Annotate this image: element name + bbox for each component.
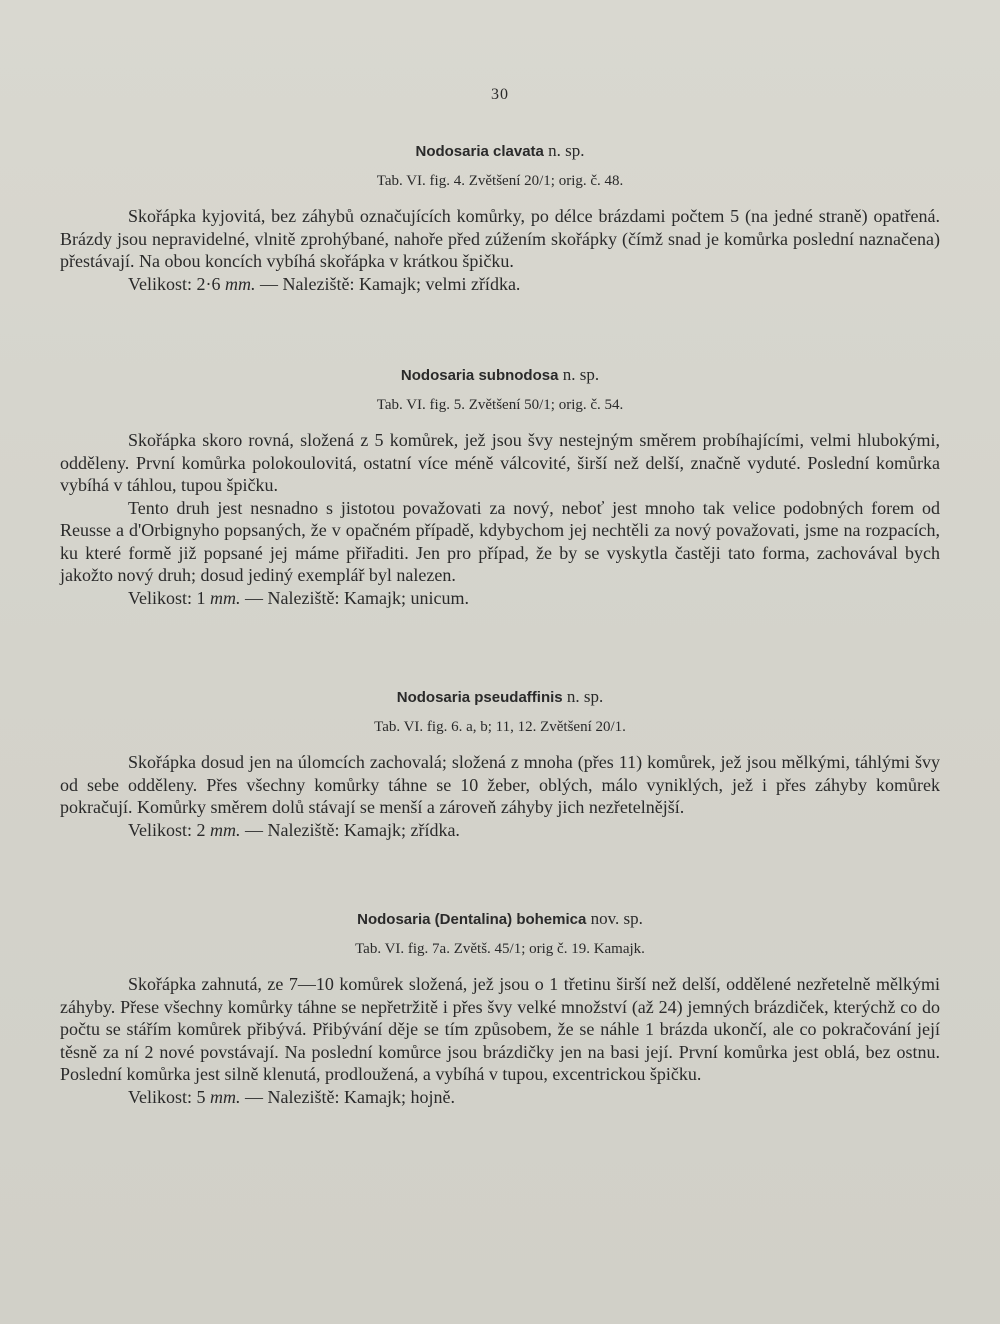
- species-entry: [60, 364, 940, 609]
- description-paragraph: Skořápka dosud jen na úlomcích zachovalá; složená z mnoha (přes 11) komůrek, jež jsou mělkými, táhlými švy od sebe odděleny. Přes všechny komůrky táhne se 10 žeber, oblých, málo vyniklých, jež i přes záhyby komůrek pokračují. Komůrky směrem dolů stávají se menší a zároveň záhyby jich nezřetelnější.: [60, 752, 940, 817]
- description-paragraph: Skořápka zahnutá, ze 7—10 komůrek složená, jež jsou o 1 třetinu širší než delší, oddělené nezřetelně mělkými záhyby. Přese všechny komůrky táhne se nepřetržitě i přes švy velké množství (až 24) jemných brázdiček, kterýchž co do počtu se stářím komůrek přibývá. Přibývání děje se tím způsobem, že se náhle 1 brázda ukončí, ale co pokračování její těsně za ní 2 nové povstávají. Na poslední komůrce jsou brázdičky jen na basi její. První komůrka jest oblá, bez ostnu. Poslední komůrka jest silně klenutá, prodloužená, a vybíhá v tupou, excentrickou špičku.: [60, 974, 940, 1084]
- plate-reference: Tab. VI. fig. 5. Zvětšení 50/1; orig. č. 54.: [376, 397, 624, 413]
- size-value: 1: [196, 587, 206, 608]
- species-suffix: n. sp.: [566, 687, 604, 706]
- size-label: Velikost:: [128, 587, 193, 608]
- locality: — Naleziště: Kamajk; hojně.: [245, 1086, 455, 1107]
- species-name: Nodosaria pseudaffinis: [396, 689, 563, 706]
- size-unit: mm.: [225, 273, 256, 294]
- size-unit: mm.: [210, 819, 241, 840]
- species-description: [60, 751, 940, 841]
- size-locality-line: [60, 273, 940, 296]
- species-entry: [60, 140, 940, 295]
- plate-reference: Tab. VI. fig. 7a. Zvětš. 45/1; orig č. 19. Kamajk.: [355, 941, 645, 957]
- species-name: Nodosaria clavata: [415, 143, 544, 160]
- species-heading: [60, 140, 940, 163]
- species-suffix: n. sp.: [548, 141, 585, 160]
- description-paragraph: Tento druh jest nesnadno s jistotou považovati za nový, neboť jest mnoho tak velice podobných forem od Reusse a d'Orbignyho popsaných, že v opačném případě, kdybychom jej nechtěli za nový považovati, jsme na rozpacích, ku které formě již popsané jej máme přiřaditi. Jen pro případ, že by se vyskytla častěji tato forma, zachovával bych jakožto nový druh; dosud jediný exemplář byl nalezen.: [60, 497, 940, 585]
- size-unit: mm.: [210, 1086, 241, 1107]
- size-locality-line: [60, 587, 940, 610]
- size-value: 5: [196, 1086, 206, 1107]
- species-heading: [60, 686, 940, 709]
- description-paragraph: Skořápka skoro rovná, složená z 5 komůrek, jež jsou švy nestejným směrem probíhajícími, velmi hlubokými, odděleny. První komůrka polokoulovitá, ostatní více méně válcovité, širší než delší, značně vyduté. Poslední komůrka vybíhá v táhlou, tupou špičku.: [60, 430, 940, 495]
- species-suffix: nov. sp.: [590, 909, 643, 928]
- description-paragraph: Skořápka kyjovitá, bez záhybů označujících komůrky, po délce brázdami počtem 5 (na jedné straně) opatřená. Brázdy jsou nepravidelné, vlnitě zprohýbané, nahoře před zúžením skořápky (čímž snad je komůrka poslední naznačena) přestávají. Na obou koncích vybíhá skořápka v krátkou špičku.: [60, 206, 940, 271]
- species-entry: [60, 686, 940, 841]
- size-locality-line: [60, 819, 940, 842]
- species-suffix: n. sp.: [562, 365, 600, 384]
- size-label: Velikost:: [128, 819, 193, 840]
- species-heading: [60, 364, 940, 387]
- size-value: 2: [196, 819, 206, 840]
- species-name: Nodosaria subnodosa: [400, 367, 559, 384]
- size-value: 2·6: [196, 273, 221, 294]
- size-label: Velikost:: [128, 273, 193, 294]
- species-heading: [60, 908, 940, 931]
- species-name: Nodosaria (Dentalina) bohemica: [357, 911, 587, 928]
- species-description: [60, 205, 940, 295]
- page-number: 30: [491, 86, 509, 103]
- species-entry: [60, 908, 940, 1108]
- locality: — Naleziště: Kamajk; zřídka.: [245, 819, 460, 840]
- size-unit: mm.: [210, 587, 241, 608]
- species-description: [60, 973, 940, 1108]
- plate-reference: Tab. VI. fig. 6. a, b; 11, 12. Zvětšení 20/1.: [374, 719, 626, 735]
- size-locality-line: [60, 1086, 940, 1109]
- species-description: [60, 429, 940, 609]
- size-label: Velikost:: [128, 1086, 193, 1107]
- plate-reference: Tab. VI. fig. 4. Zvětšení 20/1; orig. č. 48.: [376, 173, 624, 189]
- locality: — Naleziště: Kamajk; unicum.: [245, 587, 469, 608]
- locality: — Naleziště: Kamajk; velmi zřídka.: [260, 273, 521, 294]
